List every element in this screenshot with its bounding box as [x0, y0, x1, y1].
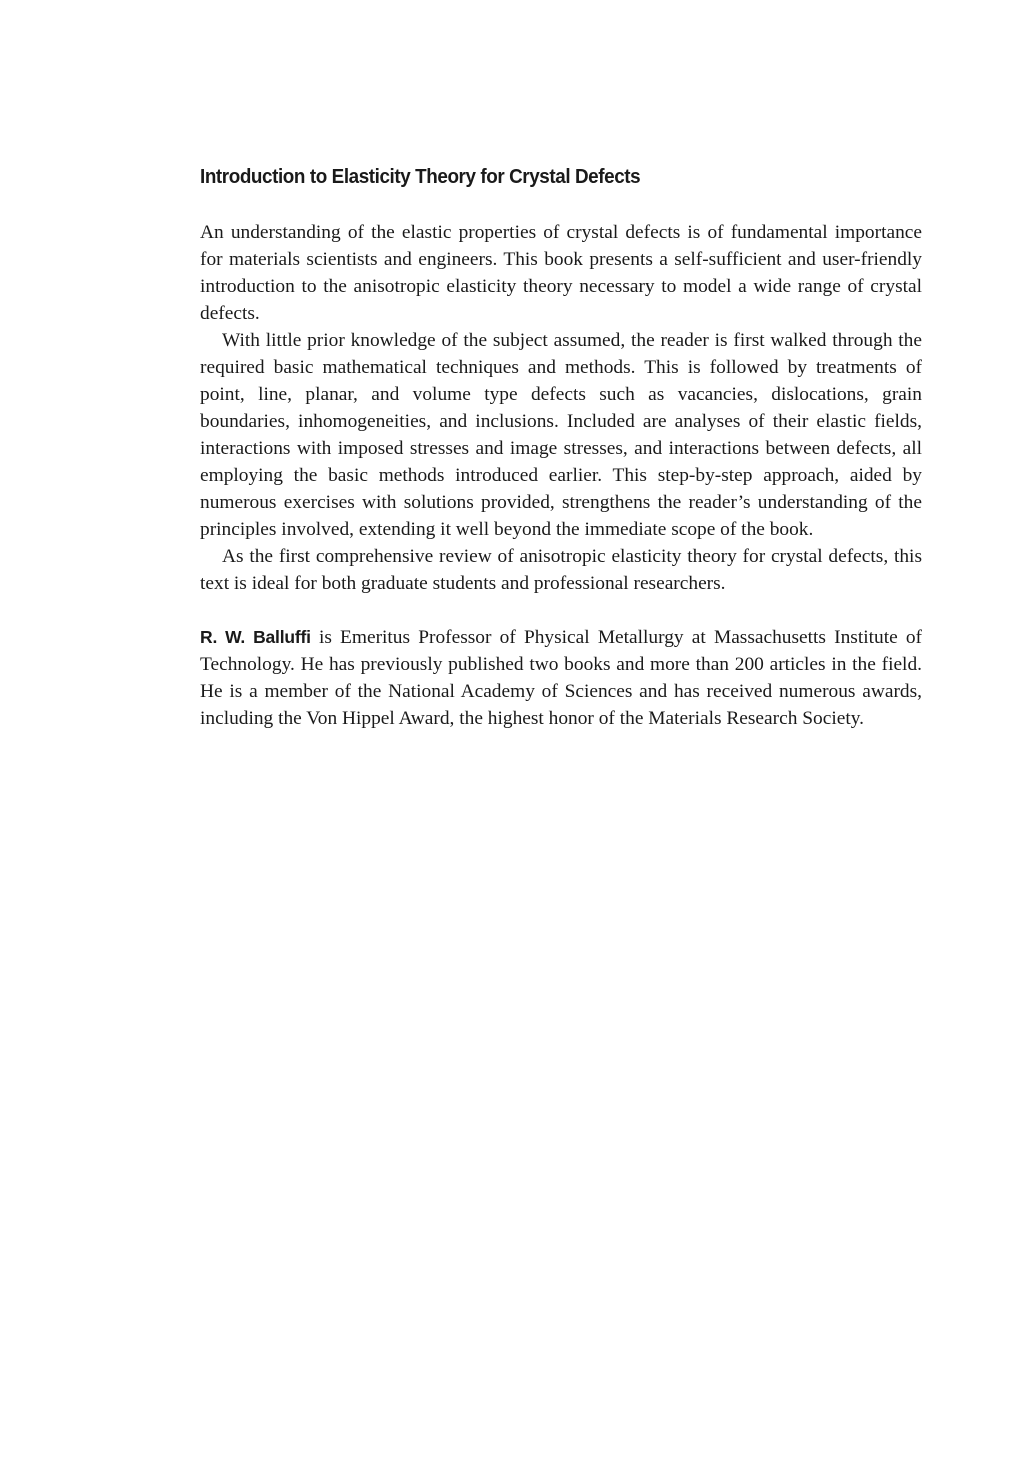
author-name: R. W. Balluffi	[200, 627, 311, 647]
book-title: Introduction to Elasticity Theory for Crystal Defects	[200, 165, 641, 188]
description-paragraph-1: An understanding of the elastic properties of crystal defects is of fundamental importance for materials scientists and engineers. This book presents a self-sufficient and user-friendly introduction to the anisotropic elasticity theory necessary to model a wide range of crystal defects.	[200, 222, 922, 324]
description-paragraph-2: With little prior knowledge of the subject assumed, the reader is first walked through the required basic mathematical techniques and methods. This is followed by treatments of point, line, planar, and volume type defects such as vacancies, dislocations, grain boundaries, inhomogeneities, and inclusions. Included are analyses of their elastic fields, interactions with imposed stresses and image stresses, and interactions between defects, all employing the basic methods introduced earlier. This step-by-step approach, aided by numerous exercises with solutions provided, strengthens the reader’s understanding of the principles involved, extending it well beyond the immediate scope of the book.	[200, 330, 922, 540]
author-bio	[200, 624, 922, 732]
author-bio-text: is Emeritus Professor of Physical Metallurgy at Massachusetts Institute of Technology. He has previously published two books and more than 200 articles in the field. He is a member of the National Academy of Sciences and has received numerous awards, including the Von Hippel Award, the highest honor of the Materials Research Society.	[200, 627, 923, 729]
description-paragraph-3: As the first comprehensive review of anisotropic elasticity theory for crystal defects, this text is ideal for both graduate students and professional researchers.	[200, 546, 922, 594]
book-blurb-page	[200, 164, 922, 732]
